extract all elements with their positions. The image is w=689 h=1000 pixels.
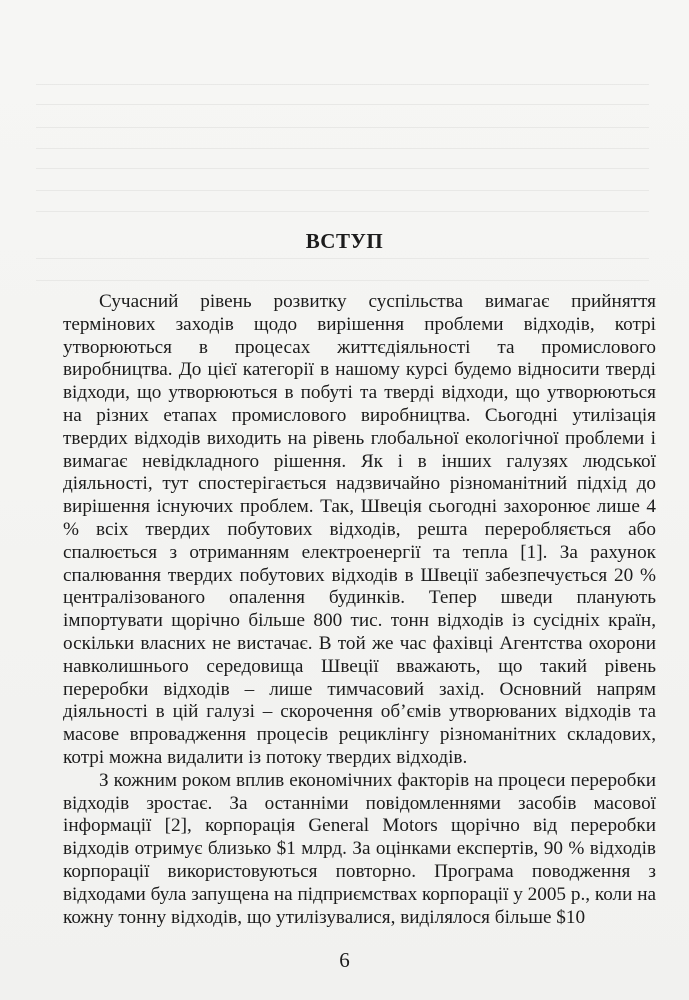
section-title: ВСТУП [305, 229, 384, 253]
page-number: 6 [339, 948, 350, 972]
paragraph: Сучасний рівень розвитку суспільства вимагає прийняття термінових заходів щодо вирішення проблеми відходів, котрі утворюються в процесах життєдіяльності та промислового виробництва. До цієї категорії в нашому курсі будемо відносити тверді відходи, що утворюються в побуті та тверді відходи, що утворюються на різних етапах промислового виробництва. Сьогодні утилізація твердих відходів виходить на рівень глобальної екологічної проблеми і вимагає невідкладного рішення. Як і в інших галузях людської діяльності, тут спостерігається надзвичайно різноманітний підхід до вирішення існуючих проблем. Так, Швеція сьогодні захоронює лише 4 % всіх твердих побутових відходів, решта переробляється або спалюється з отриманням електроенергії та тепла [1]. За рахунок спалювання твердих побутових відходів в Швеції забезпечується 20 % централізованого опалення будинків. Тепер шведи планують імпортувати щорічно більше 800 тис. тонн відходів із сусідніх країн, оскільки власних не вистачає. В той же час фахівці Агентства охорони навколишнього середовища Швеції вважають, що такий рівень переробки відходів – лише тимчасовий захід. Основний напрям діяльності в цій галузі – скорочення об’ємів утворюваних відходів та масове впровадження процесів рециклінгу різноманітних складових, котрі можна видалити із потоку твердих відходів. [63, 291, 656, 768]
paragraph: З кожним роком вплив економічних факторів на процеси переробки відходів зростає. За останніми повідомленнями засобів масової інформації [2], корпорація General Motors щорічно від переробки відходів отримує близько $1 млрд. За оцінками експертів, 90 % відходів корпорації використовуються повторно. Програма поводження з відходами була запущена на підприємствах корпорації у 2005 р., коли на кожну тонну відходів, що утилізувалися, виділялося більше $10 [63, 769, 656, 928]
body-text [63, 291, 656, 929]
